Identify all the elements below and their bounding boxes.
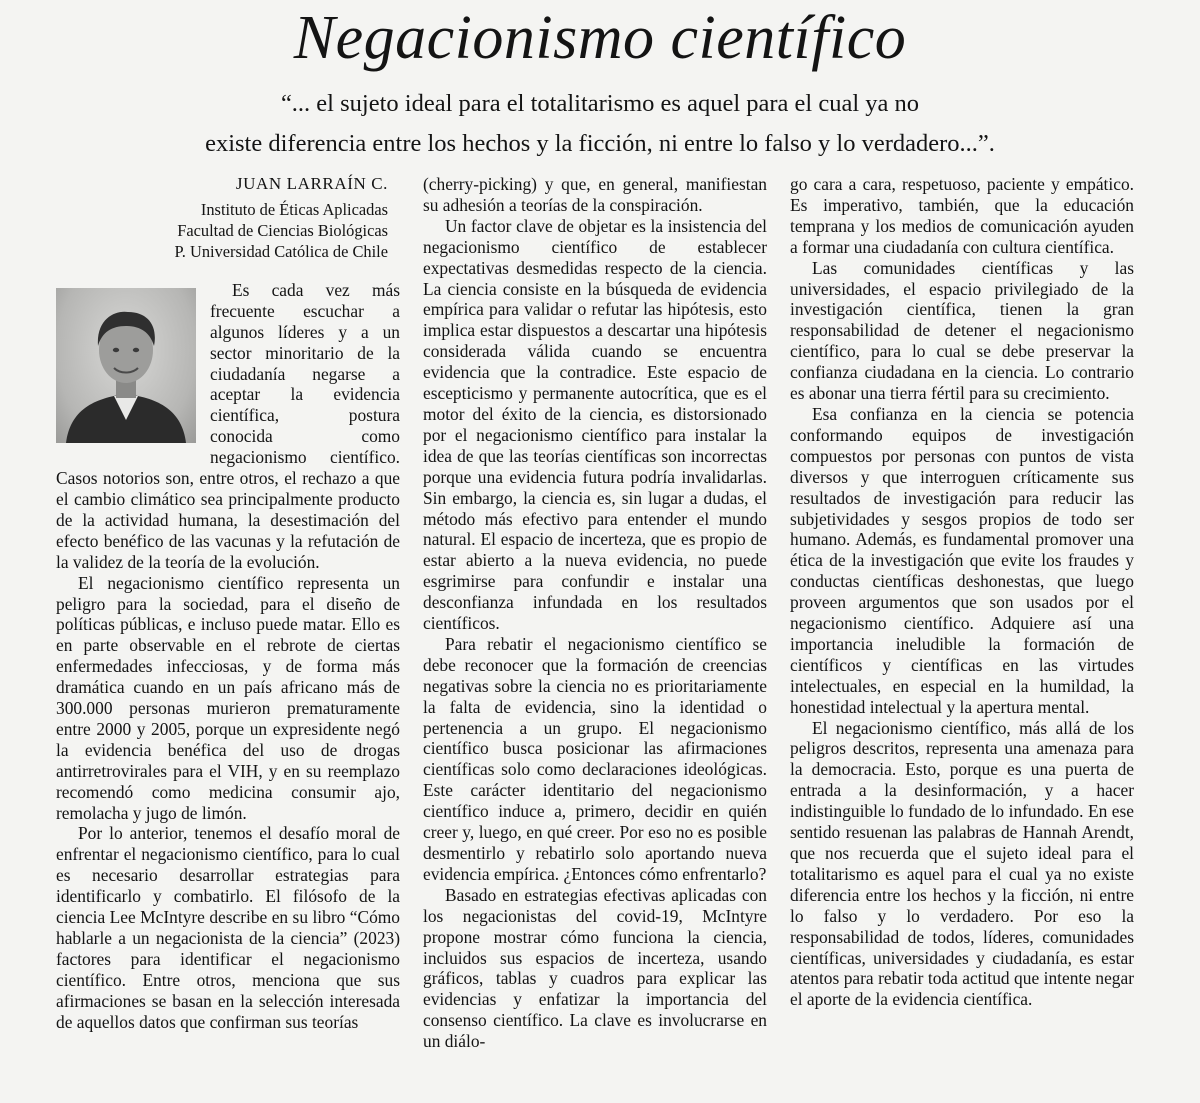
article-paragraph: El negacionismo científico, más allá de los peligros descritos, representa una amenaza para la democracia. Esto, porque es una puerta de entrada a la desinformación, y a hacer indistinguible lo fundado de lo infundado. En ese sentido resuenan las palabras de Hannah Arendt, que nos recuerda que el sujeto ideal para el totalitarismo es aquel para el cual ya no existe diferencia entre los hechos y la ficción, ni entre lo falso y lo verdadero. Por eso la responsabilidad de todos, líderes, comunidades científicas, universidades y ciudadanía, es estar atentos para rebatir toda actitud que intente negar el aporte de la evidencia científica. <box>790 717 1134 1010</box>
author-name: JUAN LARRAÍN C. <box>235 174 388 193</box>
article-paragraph: Esa confianza en la ciencia se potencia conformando equipos de investigación compuestos por personas con puntos de vista diversos y que interroguen críticamente sus resultados de investigación para reducir las subjetividades y sesgos propios de todo ser humano. Además, es fundamental promover una ética de la investigación que evite los fraudes y conductas científicas deshonestas, que luego proveen argumentos que son usados por el negacionismo científico. Adquiere así una importancia ineludible la formación de científicos y científicas en las virtudes intelectuales, en especial en la humildad, la honestidad intelectual y la apertura mental. <box>790 403 1134 717</box>
affiliation-line: Instituto de Éticas Aplicadas <box>200 199 388 219</box>
paragraph-text: Es cada vez más frecuente escuchar a algunos líderes y a un sector minoritario de la ciudadanía negarse a aceptar la evidencia científica, postura conocida como negacionismo científico. Casos notorios son, entre otros, el rechazo a que el cambio climático sea principalmente producto de la actividad humana, la desestimación del efecto benéfico de las vacunas y la refutación de la validez de la teoría de la evolución. <box>56 279 400 572</box>
article-paragraph: go cara a cara, respetuoso, paciente y empático. Es imperativo, también, que la educación temprana y los medios de comunicación ayuden a formar una ciudadanía con cultura científica. <box>790 174 1134 257</box>
article-paragraph: El negacionismo científico representa un peligro para la sociedad, para el diseño de políticas públicas, e incluso puede matar. Ello es en parte observable en el rebrote de ciertas enfermedades infecciosas, y de forma más dramática cuando en un país africano más de 300.000 personas murieron prematuramente entre 2000 y 2005, porque un expresidente negó la evidencia benéfica del uso de drogas antirretrovirales para el VIH, y en su reemplazo recomendó como medicina consumir ajo, remolacha y jugo de limón. <box>56 572 400 823</box>
article-paragraph: (cherry-picking) y que, en general, manifiestan su adhesión a teorías de la conspiración. <box>423 174 767 215</box>
epigraph-line-1: “... el sujeto ideal para el totalitarismo es aquel para el cual ya no <box>280 90 920 117</box>
article-paragraph <box>56 280 400 573</box>
article-column-3 <box>790 174 1134 1096</box>
article-paragraph: Basado en estrategias efectivas aplicadas con los negacionistas del covid-19, McIntyre propone mostrar cómo funciona la ciencia, incluidos sus espacios de incerteza, usando gráficos, tablas y cuadros para explicar las evidencias y enfatizar la importancia del consenso científico. La clave es involucrarse en un diálo- <box>423 884 767 1052</box>
author-portrait <box>56 288 196 443</box>
affiliation-line: P. Universidad Católica de Chile <box>174 241 388 261</box>
article-paragraph: Un factor clave de objetar es la insistencia del negacionismo científico de establecer expectativas desmedidas respecto de la ciencia. La ciencia consiste en la búsqueda de evidencia empírica para validar o refutar las hipótesis, esto implica estar dispuestos a descartar una hipótesis considerada válida cuando se encuentra evidencia que la contradice. Este espacio de escepticismo y permanente autocrítica, que es el motor del éxito de la ciencia, es distorsionado por el negacionismo científico para instalar la idea de que las teorías científicas son incorrectas porque una evidencia futura podría invalidarlas. Sin embargo, la ciencia es, sin lugar a dudas, el método más efectivo para entender el mundo natural. El espacio de incerteza, que es propio de estar abierto a la nueva evidencia, no puede esgrimirse para confundir e instalar una desconfianza infundada en los resultados científicos. <box>423 215 767 634</box>
epigraph-quote <box>150 84 1050 164</box>
byline <box>56 174 400 262</box>
epigraph-line-2: existe diferencia entre los hechos y la ficción, ni entre lo falso y lo verdadero...”. <box>205 130 995 157</box>
article-paragraph: Para rebatir el negacionismo científico se debe reconocer que la formación de creencias negativas sobre la ciencia no es prioritariamente la falta de evidencia, sino la identidad o pertenencia a un grupo. El negacionismo científico busca posicionar las afirmaciones científicas solo como declaraciones ideológicas. Este carácter identitario del negacionismo científico induce a, primero, decidir en quién creer y, luego, en qué creer. Por eso no es posible desmentirlo y rebatirlo solo aportando nueva evidencia empírica. ¿Entonces cómo enfrentarlo? <box>423 633 767 884</box>
article-column-1 <box>56 174 400 1096</box>
affiliation-line: Facultad de Ciencias Biológicas <box>177 220 388 240</box>
portrait-illustration <box>56 288 196 443</box>
article-paragraph: Por lo anterior, tenemos el desafío moral de enfrentar el negacionismo científico, para lo cual es necesario desarrollar estrategias para identificarlo y combatirlo. El filósofo de la ciencia Lee McIntyre describe en su libro “Cómo hablarle a un negacionista de la ciencia” (2023) factores para identificar el negacionismo científico. Entre otros, menciona que sus afirmaciones se basan en la selección interesada de aquellos datos que confirman sus teorías <box>56 823 400 1032</box>
article-column-2 <box>423 174 767 1096</box>
article-paragraph: Las comunidades científicas y las universidades, el espacio privilegiado de la investigación científica, tienen la gran responsabilidad de detener el negacionismo científico, para lo cual se debe preservar la confianza ciudadana en la ciencia. Lo contrario es abonar una tierra fértil para su crecimiento. <box>790 257 1134 404</box>
article-title: Negacionismo científico <box>293 4 907 72</box>
